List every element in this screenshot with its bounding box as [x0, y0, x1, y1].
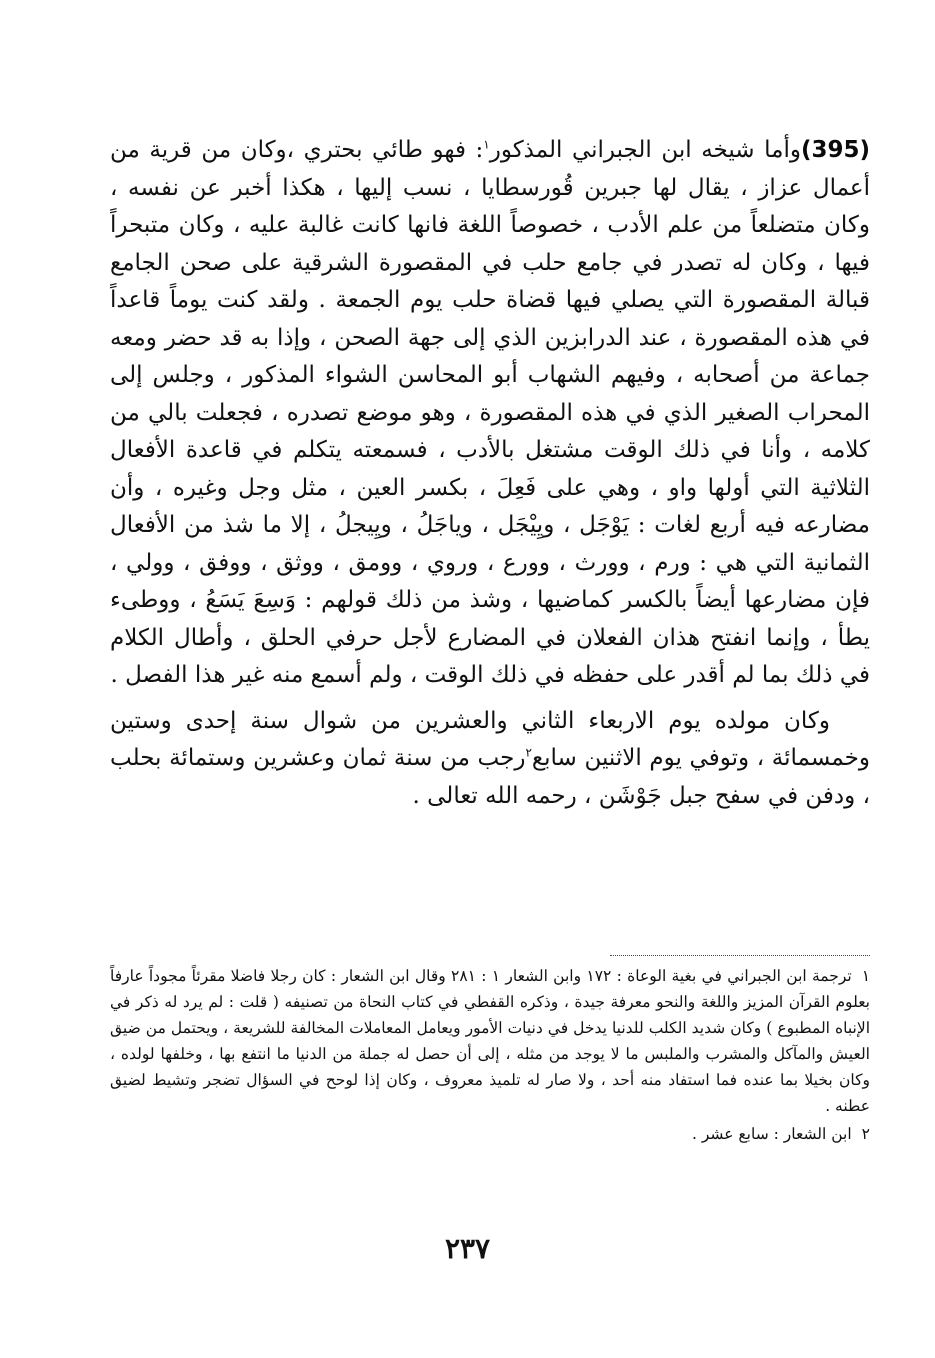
footnote-marker-2[interactable]: ٢: [525, 745, 532, 760]
footnote-marker-1[interactable]: ١: [483, 137, 490, 152]
entry-reference-number: (395): [800, 137, 870, 163]
paragraph-body: : فهو طائي بحتري ،وكان من قرية من أعمال عزاز ، يقال لها جبرين قُورسطايا ، نسب إليها ، هكذا أخبر عن نفسه ، وكان متضلعاً من علم الأدب ، خصوصاً اللغة فانها كانت غالبة عليه ، وكان متبحراً فيها ، وكان له تصدر في جامع حلب في المقصورة الشرقية على صحن الجامع قبالة المقصورة التي يصلي فيها قضاة حلب يوم الجمعة . ولقد كنت يوماً قاعداً في هذه المقصورة ، عند الدرابزين الذي إلى جهة الصحن ، وإذا به قد حضر ومعه جماعة من أصحابه ، وفيهم الشهاب أبو المحاسن الشواء المذكور ، وجلس إلى المحراب الصغير الذي في هذه المقصورة ، وهو موضع تصدره ، فجعلت بالي من كلامه ، وأنا في ذلك الوقت مشتغل بالأدب ، فسمعته يتكلم في قاعدة الأفعال الثلاثية التي أولها واو ، وهي على فَعِلَ ، بكسر العين ، مثل وجل وغيره ، وأن مضارعه فيه أربع لغات : يَوْجَل ، ويِيْجَل ، وياجَلُ ، ويِيجلُ ، إلا ما شذ من الأفعال الثمانية التي هي : ورم ، وورث ، وورع ، وروي ، وومق ، ووثق ، ووفق ، وولي ، فإن مضارعها أيضاً بالكسر كماضيها ، وشذ من ذلك قولهم : وَسِعَ يَسَعُ ، ووطىء يطأ ، وإنما انفتح هذان الفعلان في المضارع لأجل حرفي الحلق ، وأطال الكلام في ذلك بما لم أقدر على حفظه في ذلك الوقت ، ولم أسمع منه غير هذا الفصل .: [110, 137, 870, 688]
footnote-2: [110, 1121, 870, 1147]
paragraph-biography: [110, 132, 870, 695]
page-number: ٢٣٧: [444, 1232, 491, 1265]
footnote-number: ١: [861, 967, 871, 985]
paragraph-body: رجب من سنة ثمان وعشرين وستمائة بحلب ، ودفن في سفح جبل جَوْشَن ، رحمه الله تعالى .: [110, 745, 870, 809]
footnote-text: ترجمة ابن الجبراني في بغية الوعاة : ١٧٢ وابن الشعار ١ : ٢٨١ وقال ابن الشعار : كان رجلا فاضلا مقرئاً مجوداً عارفاً بعلوم القرآن المزيز واللغة والنحو معرفة جيدة ، وذكره القفطي في كتاب النحاة من تصنيفه ( قلت : لم يرد له ذكر في الإنباه المطبوع ) وكان شديد الكلب للدنيا يدخل في دنيات الأمور ويعامل المعاملات المخالفة للشريعة ، ويحتمل من ضيق العيش والمآكل والمشرب والملبس ما لا يوجد من مثله ، إلى أن حصل له جملة من الدنيا ما انتفع بها ، وخلفها لولده ، وكان بخيلا بما عنده فما استفاد منه أحد ، ولا صار له تلميذ معروف ، وكان إذا لوحح في السؤال تضجر وتشيط لضيق عطنه .: [110, 967, 870, 1115]
paragraph-death: [110, 703, 870, 816]
main-text: [110, 132, 870, 815]
paragraph-intro: وكان مولده يوم الاربعاء الثاني والعشرين من شوال سنة إحدى وستين وخمسمائة ، وتوفي يوم الاثنين سابع: [110, 707, 870, 771]
footnote-text: ابن الشعار : سابع عشر .: [692, 1125, 852, 1143]
footnote-1: [110, 963, 870, 1119]
footnote-number: ٢: [861, 1125, 870, 1143]
footnote-divider: [610, 955, 870, 956]
paragraph-intro: وأما شيخه ابن الجبراني المذكور: [489, 137, 801, 163]
footnotes: [110, 963, 870, 1149]
